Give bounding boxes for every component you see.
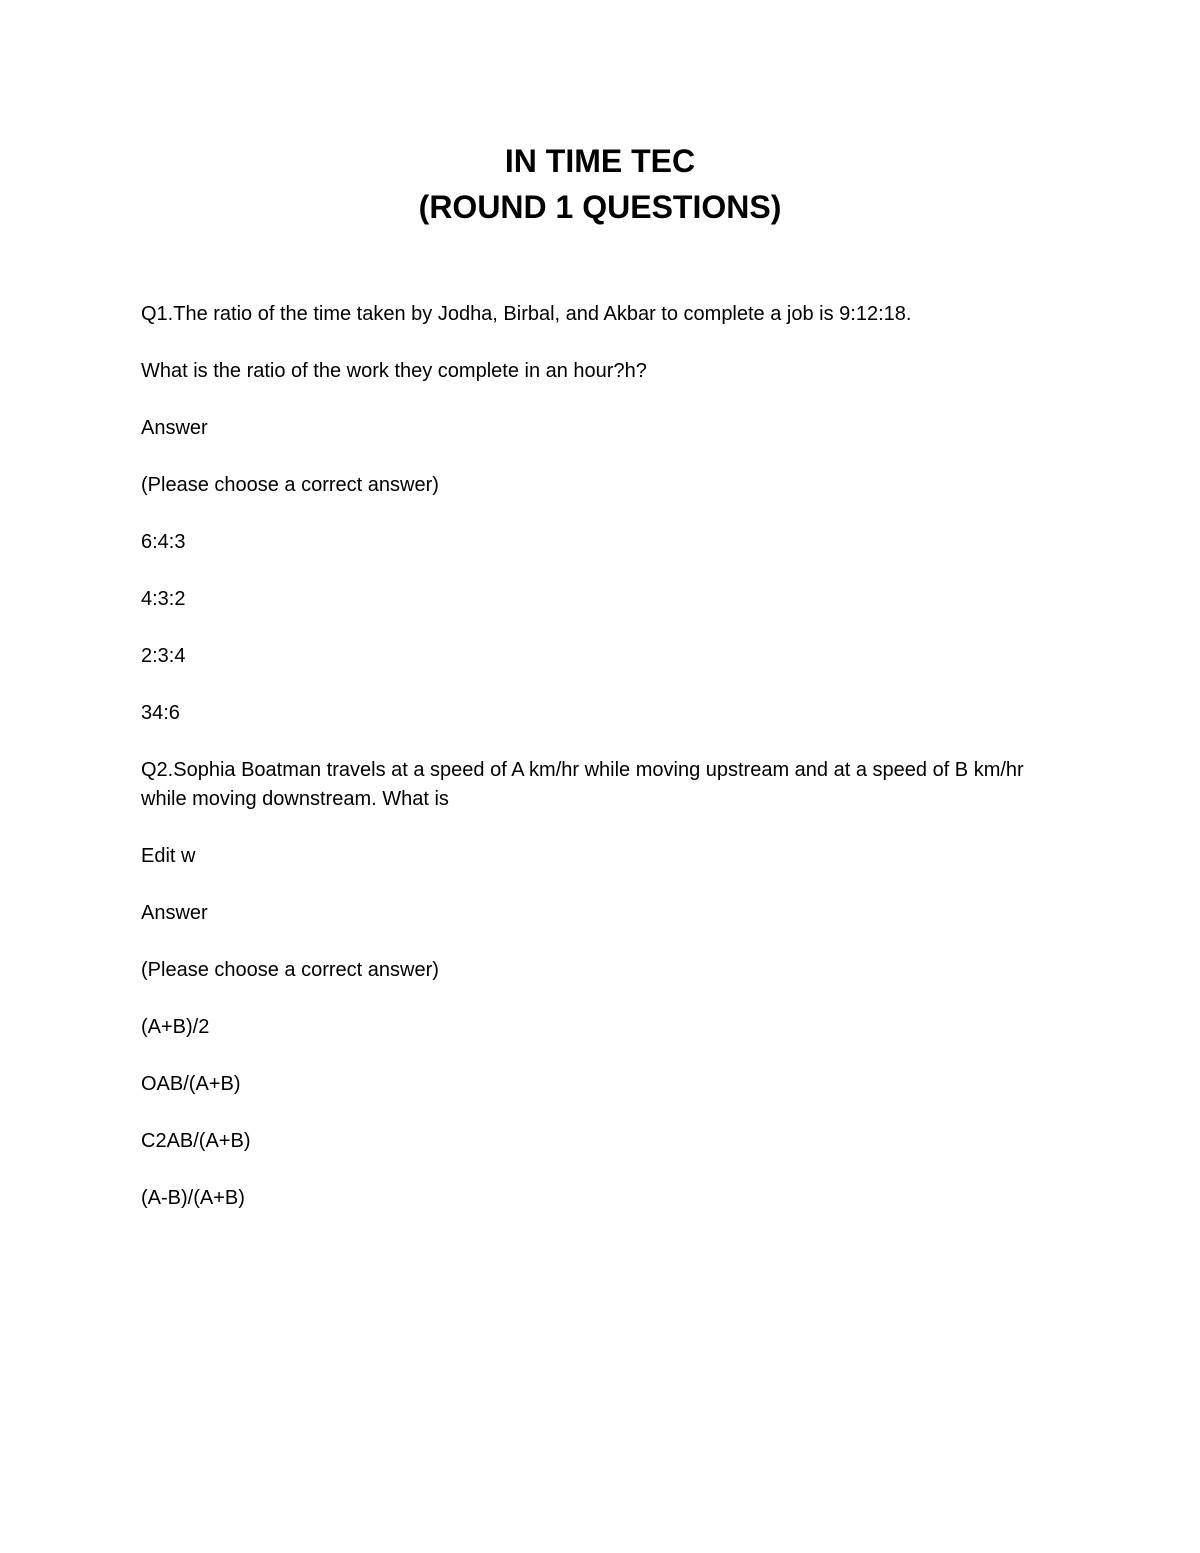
question-2-text: Q2.Sophia Boatman travels at a speed of A km/hr while moving upstream and at a speed of B km/hr while moving downstream. What is: [141, 759, 1024, 810]
question-2-instruction: (Please choose a correct answer): [141, 958, 439, 981]
question-1-option-1: 6:4:3: [141, 531, 186, 553]
question-2-option-4: (A-B)/(A+B): [141, 1186, 245, 1209]
question-2-option-3: C2AB/(A+B): [141, 1129, 251, 1152]
question-1-answer-label: Answer: [141, 417, 208, 439]
title-line-2: (ROUND 1 QUESTIONS): [418, 189, 782, 225]
question-1-option-4: 34:6: [141, 702, 180, 724]
question-1-option-3: 2:3:4: [141, 645, 186, 667]
document-title: [0, 138, 1200, 230]
question-2-subtext: Edit w: [141, 844, 196, 867]
questions-body: [141, 300, 1061, 1241]
question-2-option-2: OAB/(A+B): [141, 1072, 241, 1095]
question-2-answer-label: Answer: [141, 901, 208, 924]
question-1-text: Q1.The ratio of the time taken by Jodha, Birbal, and Akbar to complete a job is 9:12:18.: [141, 303, 912, 325]
question-1-instruction: (Please choose a correct answer): [141, 474, 439, 496]
question-2-option-1: (A+B)/2: [141, 1015, 210, 1038]
question-1-option-2: 4:3:2: [141, 588, 186, 610]
title-line-1: IN TIME TEC: [504, 143, 696, 179]
question-1-subtext: What is the ratio of the work they complete in an hour?h?: [141, 360, 647, 382]
